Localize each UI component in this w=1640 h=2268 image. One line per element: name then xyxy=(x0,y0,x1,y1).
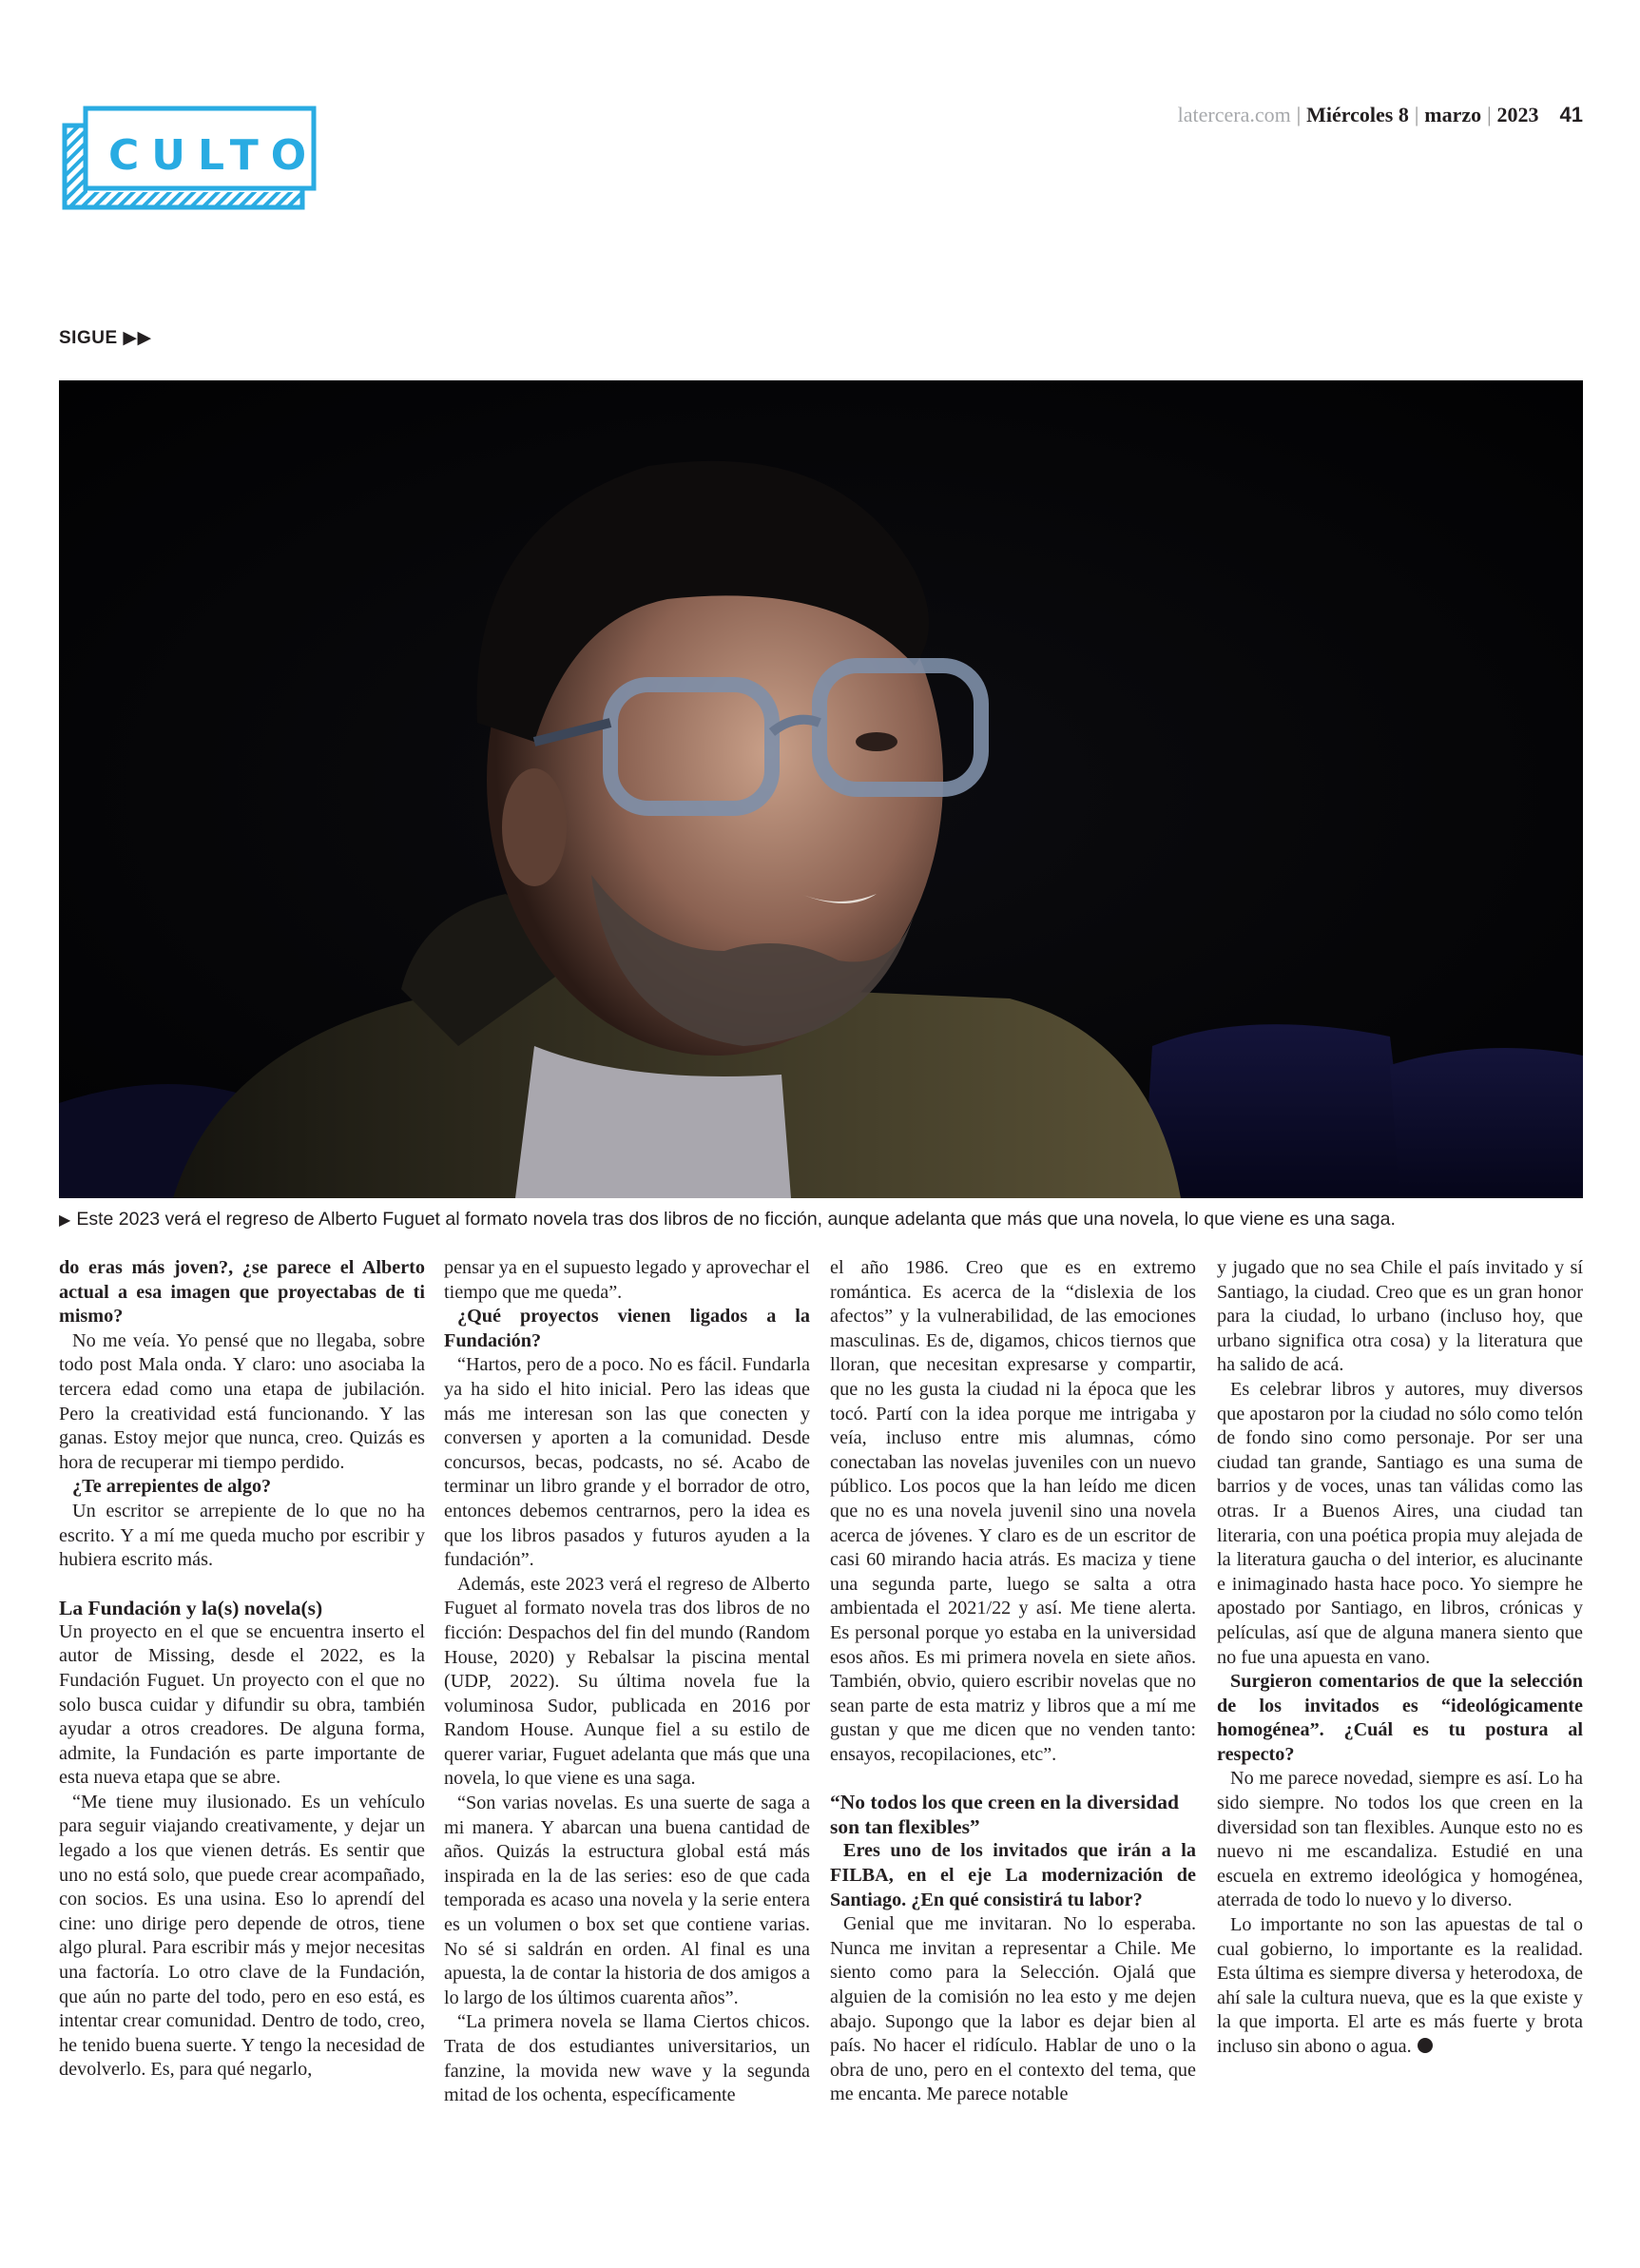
article-column-3 xyxy=(830,1256,1196,2107)
body-paragraph: Es celebrar libros y autores, muy diversos que apostaron por la ciudad no sólo como telón de fondo sino como personaje. Por ser una ciudad tan grande, Santiago es una suma de barrios y de voces, unas tan válidas como las otras. Ir a Buenos Aires, una ciudad tan literaria, con una poética propia muy alejada de la literatura gaucha o del interior, es alucinante e inimaginado hasta hace poco. Yo siempre he apostado por Santiago, en libros, crónicas y películas, así que de alguna manera siento que no fue una apuesta en vano. xyxy=(1217,1378,1583,1668)
body-paragraph: “Hartos, pero de a poco. No es fácil. Fundarla ya ha sido el hito inicial. Pero las ideas que más me interesan son las que conecten y conversen y aporten a la comunidad. Desde concursos, becas, podcasts, no sé. Acabo de terminar un libro grande y el borrador de otro, entonces debemos centrarnos, pero la idea es que los libros pasados y futuros ayuden a la fundación”. xyxy=(444,1354,810,1571)
body-paragraph: pensar ya en el supuesto legado y aprovechar el tiempo que me queda”. xyxy=(444,1257,810,1303)
triangle-right-icon: ▶ xyxy=(59,1212,71,1229)
photo-caption xyxy=(59,1207,1590,1233)
portrait-illustration xyxy=(59,380,1583,1198)
article-column-1 xyxy=(59,1256,425,2083)
caption-text: Este 2023 verá el regreso de Alberto Fuguet al formato novela tras dos libros de no ficción, aunque adelanta que más que una novela, lo que viene es una saga. xyxy=(76,1209,1396,1230)
section-logo-text: CULTO xyxy=(108,131,319,180)
body-paragraph: Lo importante no son las apuestas de tal o cual gobierno, lo importante es la realidad. Esta última es siempre diversa y heterodoxa, de ahí sale la cultura nueva, que es la que existe y la que importa. El arte es más fuerte y brota incluso sin abono o agua. xyxy=(1217,1914,1583,2057)
page-folio: latercera.com | Miércoles 8 | marzo | 2023 41 xyxy=(1177,103,1583,126)
body-paragraph: y jugado que no sea Chile el país invitado y sí Santiago, la ciudad. Creo que es un gran honor para la ciudad, lo urbano (incluso hoy, que urbano significa otra cosa) y la literatura que ha salido de acá. xyxy=(1217,1257,1583,1376)
portrait-photo xyxy=(59,380,1583,1198)
body-paragraph: Un escritor se arrepiente de lo que no ha escrito. Y a mí me queda mucho por escribir y hubiera escrito más. xyxy=(59,1500,425,1571)
page-number: 41 xyxy=(1559,103,1583,126)
body-paragraph: No me parece novedad, siempre es así. Lo ha sido siempre. No todos los que creen en la diversidad son tan flexibles. Aunque esto no es nuevo ni me escandaliza. Estudié en una escuela en extremo ideológica y homogénea, aterrada de todo lo nuevo y lo diverso. xyxy=(1217,1768,1583,1911)
section-heading: “No todos los que creen en la diversidad son tan flexibles” xyxy=(830,1791,1179,1839)
body-paragraph: “Son varias novelas. Es una suerte de saga a mi manera. Y abarcan una buena cantidad de años. Quizás la estructura global está más inspirada en la de las series: eso de que cada temporada es acaso una novela y la serie entera es un volumen o box set que contiene varias. No sé si saldrán en orden. Al final es una apuesta, la de contar la historia de dos amigos a lo largo de los últimos cuarenta años”. xyxy=(444,1793,810,2008)
continues-label: SIGUE ▶▶ xyxy=(59,328,152,348)
body-paragraph: Además, este 2023 verá el regreso de Alberto Fuguet al formato novela tras dos libros de no ficción: Despachos del fin del mundo (Random House, 2020) y Rebalsar la piscina mental (UDP, 2022). Su última novela fue la voluminosa Sudor, publicada en 2016 por Random House. Aunque fiel a su estilo de querer variar, Fuguet adelanta que más que una novela, lo que viene es una saga. xyxy=(444,1573,810,1790)
interview-question: ¿Qué proyectos vienen ligados a la Fundación? xyxy=(444,1306,810,1351)
section-heading: La Fundación y la(s) novela(s) xyxy=(59,1596,323,1619)
interview-question: Eres uno de los invitados que irán a la FILBA, en el eje La modernización de Santiago. ¿En qué consistirá tu labor? xyxy=(830,1840,1196,1910)
interview-question: ¿Te arrepientes de algo? xyxy=(72,1476,272,1498)
body-paragraph: Un proyecto en el que se encuentra inserto el autor de Missing, desde el 2022, es la Fundación Fuguet. Un proyecto con el que no solo busca cuidar y difundir su obra, también ayudar a otros creadores. De alguna forma, admite, la Fundación es parte importante de esta nueva etapa que se abre. xyxy=(59,1620,425,1789)
end-dot-icon xyxy=(1418,2038,1433,2053)
body-paragraph: “Me tiene muy ilusionado. Es un vehículo para seguir viajando creativamente, y dejar un legado a los que vienen detrás. Es sentir que uno no está solo, que puede crear acompañado, con socios. Es una usina. Eso lo aprendí del cine: uno dirige pero depende de otros, tiene algo plural. Para escribir más y mejor necesitas una factoría. Lo otro clave de la Fundación, que aún no parte del todo, pero en eso está, es intentar crear comunidad. Dentro de todo, creo, he tenido buena suerte. Y tengo la necesidad de devolverlo. Es, para qué negarlo, xyxy=(59,1791,425,2081)
body-paragraph: No me veía. Yo pensé que no llegaba, sobre todo post Mala onda. Y claro: uno asociaba la tercera edad como una etapa de jubilación. Pero la creatividad está funcionando. Y las ganas. Estoy mejor que nunca, creo. Quizás es hora de recuperar mi tiempo perdido. xyxy=(59,1329,425,1473)
interview-question: Surgieron comentarios de que la selección de los invitados es “ideológicamente homogénea”. ¿Cuál es tu postura al respecto? xyxy=(1217,1671,1583,1765)
date-month: marzo xyxy=(1424,103,1482,126)
date-day: Miércoles 8 xyxy=(1306,103,1409,126)
body-paragraph: Genial que me invitaran. No lo esperaba. Nunca me invitan a representar a Chile. Me siento como para la Selección. Ojalá que alguien de la comisión no lea esto y me dejen abajo. Supongo que la labor es dejar bien al país. No hacer el ridículo. Hablar de uno o la obra de uno, pero en el contexto del tema, que me encanta. Me parece notable xyxy=(830,1913,1196,2105)
body-paragraph: el año 1986. Creo que es en extremo romántica. Es acerca de la “dislexia de los afectos” y la vulnerabilidad, de las emociones masculinas. Es de, digamos, chicos tiernos que lloran, que necesitan expresarse y compartir, que no les gusta la ciudad ni la época que les tocó. Partí con la idea porque me intrigaba y veía, incluso entre mis alumnas, cómo conectaban las novelas juveniles con un nuevo público. Los pocos que la han leído me dicen que no es una novela juvenil sino una novela acerca de jóvenes. Y claro es de un escritor de casi 60 mirando hacia atrás. Es maciza y tiene una segunda parte, luego se salta a otra ambientada el 2021/22 y así. Me tiene alerta. Es personal porque yo estaba en la universidad esos años. Es mi primera novela en siete años. También, obvio, quiero escribir novelas que no sean parte de esta matriz y libros que a mí me gustan y que me dicen que no venden tanto: ensayos, recopilaciones, etc”. xyxy=(830,1257,1196,1765)
interview-question: do eras más joven?, ¿se parece el Alberto actual a esa imagen que proyectabas de ti mismo? xyxy=(59,1257,425,1328)
body-paragraph: “La primera novela se llama Ciertos chicos. Trata de dos estudiantes universitarios, un fanzine, la movida new wave y la segunda mitad de los ochenta, específicamente xyxy=(444,2011,810,2106)
site-url[interactable]: latercera.com xyxy=(1177,103,1291,126)
article-column-2 xyxy=(444,1256,810,2108)
section-logo xyxy=(61,105,319,211)
date-year: 2023 xyxy=(1496,103,1539,126)
article-column-4 xyxy=(1217,1256,1583,2060)
